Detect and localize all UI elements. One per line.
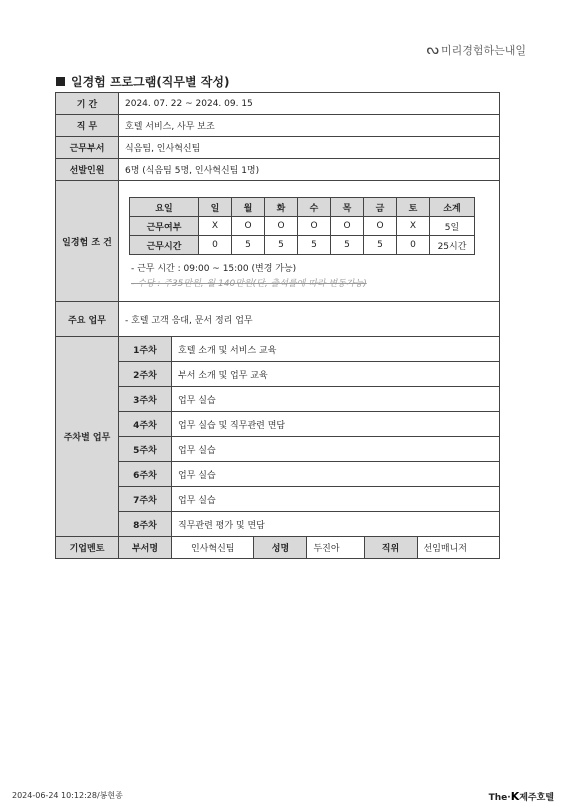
week-row <box>56 437 500 462</box>
main-duty-label: 주요 업무 <box>56 302 119 337</box>
schedule-work-row <box>130 217 475 236</box>
logo-text: 미리경험하는내일 <box>440 44 526 57</box>
week-label: 3주차 <box>119 387 172 412</box>
brand-suffix: 제주호텔 <box>519 793 554 803</box>
dept-label: 근무부서 <box>56 137 119 159</box>
square-bullet-icon <box>56 77 65 86</box>
week-label: 4주차 <box>119 412 172 437</box>
week-row <box>56 462 500 487</box>
mentor-row <box>56 537 500 559</box>
schedule-header-cell: 목 <box>331 198 364 217</box>
week-label: 5주차 <box>119 437 172 462</box>
schedule-cell: O <box>364 217 397 236</box>
schedule-cell: 5 <box>331 236 364 255</box>
schedule-cell: X <box>397 217 430 236</box>
week-task: 업무 실습 <box>172 387 500 412</box>
week-label: 2주차 <box>119 362 172 387</box>
main-duty-value: - 호텔 고객 응대, 문서 정리 업무 <box>119 302 500 337</box>
schedule-cell: 25시간 <box>430 236 475 255</box>
schedule-cell: O <box>232 217 265 236</box>
period-value: 2024. 07. 22 ~ 2024. 09. 15 <box>119 93 500 115</box>
duty-row <box>56 115 500 137</box>
week-row <box>56 362 500 387</box>
schedule-table <box>129 197 475 255</box>
dept-value: 식음팀, 인사혁신팀 <box>119 137 500 159</box>
week-label: 7주차 <box>119 487 172 512</box>
mentor-position-label: 직위 <box>364 537 417 559</box>
week-row <box>56 412 500 437</box>
week-label: 1주차 <box>119 337 172 362</box>
schedule-cell: 5 <box>298 236 331 255</box>
mentor-position-value: 선임매니저 <box>417 537 500 559</box>
mentor-name-value: 두진아 <box>307 537 364 559</box>
schedule-cell: 0 <box>199 236 232 255</box>
week-row <box>56 387 500 412</box>
week-label: 6주차 <box>119 462 172 487</box>
period-label: 기 간 <box>56 93 119 115</box>
dept-row <box>56 137 500 159</box>
schedule-header-cell: 화 <box>265 198 298 217</box>
swirl-logo-icon: ᔓ <box>426 42 439 58</box>
schedule-cell: 근무시간 <box>130 236 199 255</box>
main-duty-row <box>56 302 500 337</box>
schedule-cell: O <box>331 217 364 236</box>
schedule-header-cell: 수 <box>298 198 331 217</box>
schedule-header-cell: 소계 <box>430 198 475 217</box>
week-task: 업무 실습 <box>172 487 500 512</box>
week-row <box>56 487 500 512</box>
program-table <box>55 92 500 559</box>
week-task: 호텔 소개 및 서비스 교육 <box>172 337 500 362</box>
brand-k-logo: K <box>510 790 520 803</box>
week-label: 8주차 <box>119 512 172 537</box>
week-row <box>56 512 500 537</box>
schedule-header-cell: 월 <box>232 198 265 217</box>
schedule-header-row <box>130 198 475 217</box>
print-timestamp: 2024-06-24 10:12:28/봉현종 <box>12 791 123 800</box>
selection-row <box>56 159 500 181</box>
mentor-dept-label: 부서명 <box>119 537 172 559</box>
schedule-cell: 5 <box>364 236 397 255</box>
week-task: 직무관련 평가 및 면담 <box>172 512 500 537</box>
schedule-cell: 근무여부 <box>130 217 199 236</box>
week-task: 업무 실습 <box>172 462 500 487</box>
section-title-text: 일경험 프로그램(직무별 작성) <box>71 75 230 89</box>
duty-value: 호텔 서비스, 사무 보조 <box>119 115 500 137</box>
schedule-cell: 5일 <box>430 217 475 236</box>
weekly-label: 주차별 업무 <box>56 337 119 537</box>
mentor-label: 기업멘토 <box>56 537 119 559</box>
week-task: 업무 실습 및 직무관련 면담 <box>172 412 500 437</box>
week-row <box>56 337 500 362</box>
period-row <box>56 93 500 115</box>
brand-prefix: The· <box>488 793 511 803</box>
schedule-cell: 0 <box>397 236 430 255</box>
conditions-cell <box>119 181 500 302</box>
conditions-row <box>56 181 500 302</box>
week-task: 업무 실습 <box>172 437 500 462</box>
mentor-dept-value: 인사혁신팀 <box>172 537 254 559</box>
section-title <box>56 73 229 90</box>
schedule-header-cell: 토 <box>397 198 430 217</box>
schedule-cell: 5 <box>232 236 265 255</box>
week-task: 부서 소개 및 업무 교육 <box>172 362 500 387</box>
schedule-cell: O <box>298 217 331 236</box>
schedule-cell: X <box>199 217 232 236</box>
brand-logo <box>489 790 554 803</box>
work-hours-note: - 근무 시간 : 09:00 ~ 15:00 (변경 가능) <box>131 264 297 274</box>
header-logo <box>427 42 527 58</box>
allowance-note: - 수당 : 주35만원, 월 140만원(단, 출석률에 따라 변동가능) <box>131 279 367 289</box>
conditions-label: 일경험 조 건 <box>56 181 119 302</box>
schedule-header-cell: 금 <box>364 198 397 217</box>
mentor-name-label: 성명 <box>254 537 307 559</box>
schedule-header-cell: 일 <box>199 198 232 217</box>
schedule-cell: 5 <box>265 236 298 255</box>
schedule-cell: O <box>265 217 298 236</box>
duty-label: 직 무 <box>56 115 119 137</box>
selection-label: 선발인원 <box>56 159 119 181</box>
selection-value: 6명 (식음팀 5명, 인사혁신팀 1명) <box>119 159 500 181</box>
schedule-header-cell: 요일 <box>130 198 199 217</box>
schedule-hours-row <box>130 236 475 255</box>
